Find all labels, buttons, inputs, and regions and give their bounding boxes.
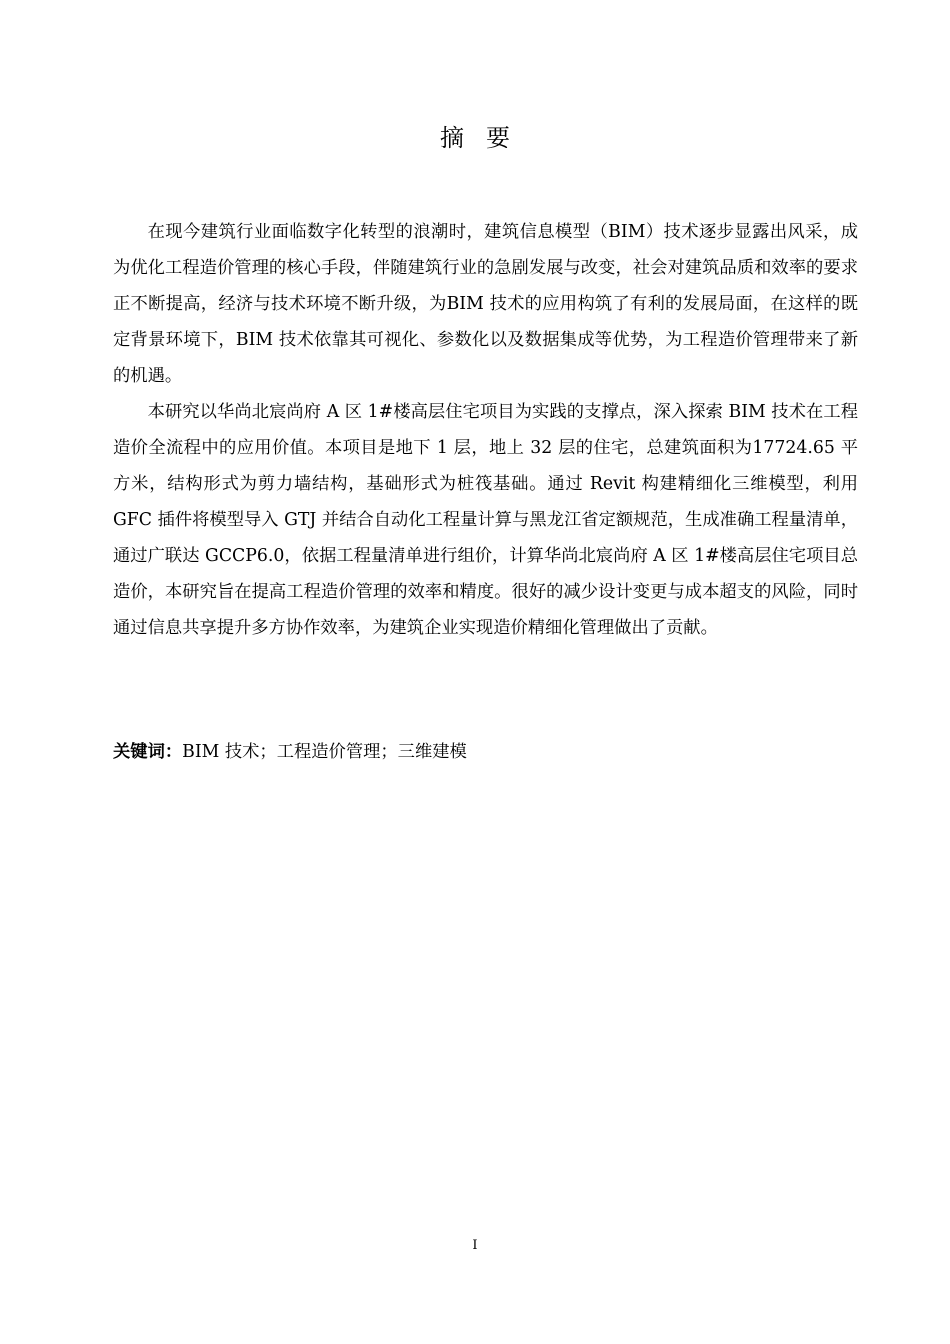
abstract-paragraph-1: 在现今建筑行业面临数字化转型的浪潮时，建筑信息模型（BIM）技术逐步显露出风采，成为优化工程造价管理的核心手段，伴随建筑行业的急剧发展与改变，社会对建筑品质和效率的要求正不断提高，经济与技术环境不断升级，为BIM 技术的应用构筑了有利的发展局面，在这样的既定背景环境下，BIM 技术依靠其可视化、参数化以及数据集成等优势，为工程造价管理带来了新的机遇。 <box>113 222 858 386</box>
keywords-label: 关键词： <box>113 742 183 762</box>
abstract-paragraph-2: 本研究以华尚北宸尚府 A 区 1#楼高层住宅项目为实践的支撑点，深入探索 BIM 技术在工程造价全流程中的应用价值。本项目是地下 1 层，地上 32 层的住宅，总建筑面积为17724.65 平方米，结构形式为剪力墙结构，基础形式为桩筏基础。通过 Revit 构建精细化三维模型，利用 GFC 插件将模型导入 GTJ 并结合自动化工程量计算与黑龙江省定额规范，生成准确工程量清单，通过广联达 GCCP6.0，依据工程量清单进行组价，计算华尚北宸尚府 A 区 1#楼高层住宅项目总造价，本研究旨在提高工程造价管理的效率和精度。很好的减少设计变更与成本超支的风险，同时通过信息共享提升多方协作效率，为建筑企业实现造价精细化管理做出了贡献。 <box>113 402 858 638</box>
abstract-title <box>0 118 950 158</box>
title-part-2: 要 <box>486 124 510 152</box>
abstract-body <box>113 214 858 646</box>
page-number: I <box>472 1238 478 1253</box>
keywords-text: BIM 技术；工程造价管理；三维建模 <box>182 742 467 762</box>
title-part-1: 摘 <box>440 124 464 152</box>
keywords-line <box>113 734 858 770</box>
